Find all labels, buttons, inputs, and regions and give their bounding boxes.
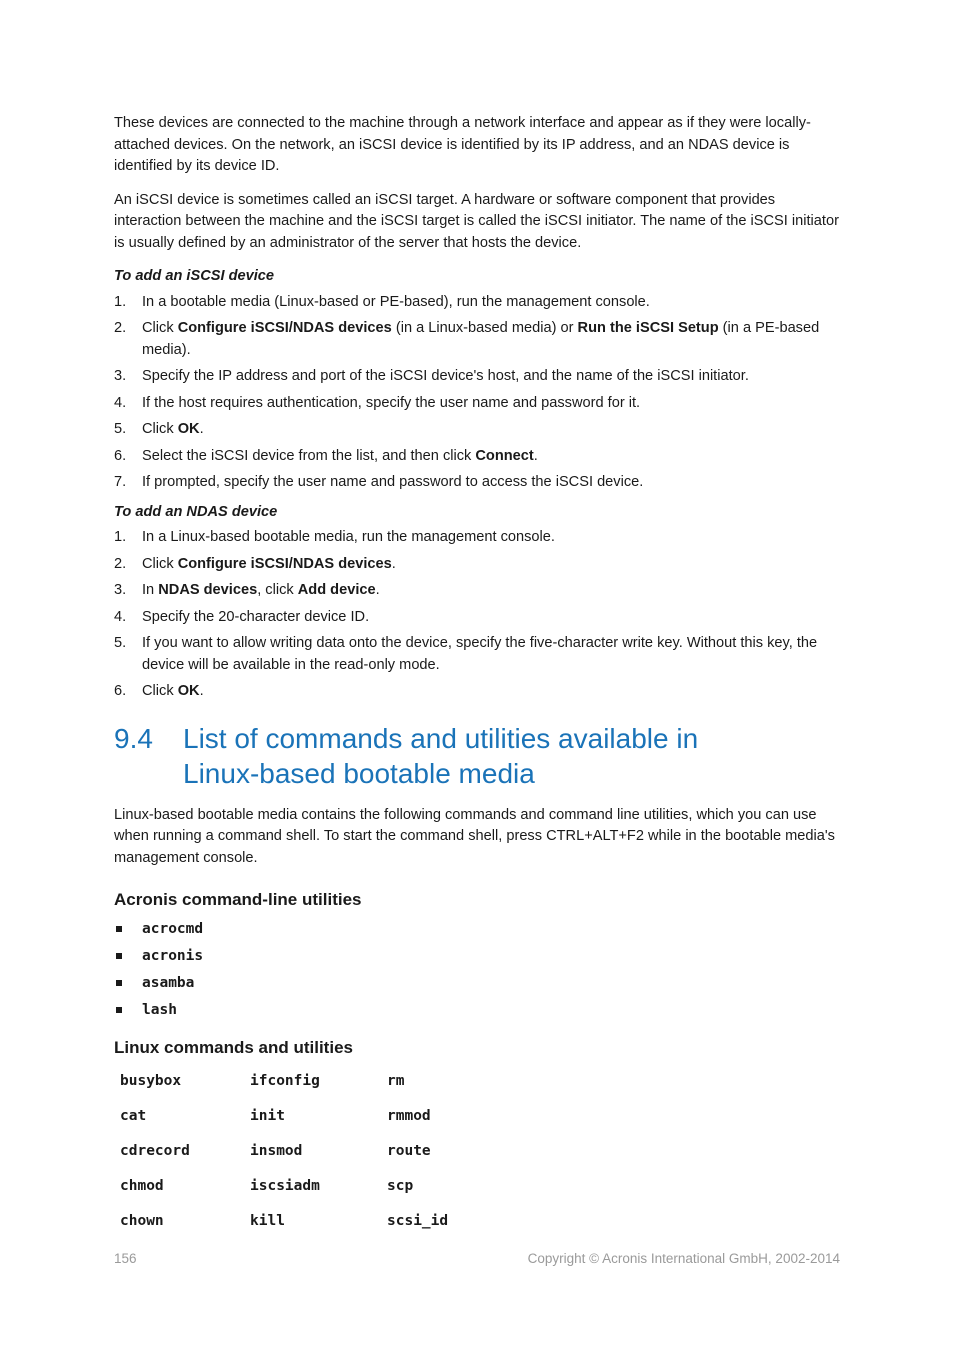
- ui-term: Run the iSCSI Setup: [577, 320, 719, 336]
- list-item: [114, 366, 840, 388]
- table-row: [116, 1134, 511, 1169]
- ui-term: OK: [177, 421, 200, 437]
- ui-term: Configure iSCSI/NDAS devices: [177, 555, 392, 572]
- step-text: Click: [142, 683, 178, 699]
- step-number: 1.: [114, 529, 127, 545]
- acronis-utilities-list: [114, 917, 840, 1025]
- list-item: [114, 393, 840, 415]
- copyright-notice: Copyright © Acronis International GmbH, 2002-2014: [527, 1251, 840, 1266]
- list-item: [114, 944, 840, 971]
- section-heading: [114, 721, 840, 791]
- step-text: In a bootable media (Linux-based or PE-based), run the management console.: [142, 293, 650, 310]
- step-number: 2.: [114, 555, 127, 572]
- ui-term: Add device: [297, 582, 376, 598]
- list-item: [114, 527, 840, 549]
- step-number: 5.: [114, 635, 127, 651]
- section-title-line-1: List of commands and utilities available in: [183, 722, 699, 754]
- list-item: [114, 472, 840, 494]
- list-item: [114, 292, 840, 314]
- step-text: Click: [142, 320, 178, 336]
- table-cell: rmmod: [387, 1107, 431, 1124]
- ndas-procedure-title: To add an NDAS device: [114, 503, 278, 520]
- step-text: Specify the 20-character device ID.: [142, 608, 370, 625]
- ui-term: Connect: [475, 447, 534, 464]
- step-number: 4.: [114, 394, 127, 411]
- step-text: Select the iSCSI device from the list, and then click: [142, 447, 476, 464]
- list-item: [114, 681, 840, 703]
- table-row: [116, 1169, 511, 1204]
- step-number: 5.: [114, 421, 127, 437]
- step-number: 3.: [114, 582, 127, 598]
- section-number: 9.4: [114, 722, 153, 754]
- section-title-line-2: Linux-based bootable media: [183, 757, 535, 789]
- step-number: 6.: [114, 683, 127, 699]
- list-item: [114, 971, 840, 998]
- command-name: lash: [142, 1001, 177, 1018]
- table-cell: cdrecord: [120, 1142, 190, 1159]
- square-bullet-icon: [116, 1007, 122, 1013]
- command-name: asamba: [142, 974, 195, 991]
- step-number: 6.: [114, 447, 127, 464]
- section-intro: Linux-based bootable media contains the following commands and command line utilities, which you can use when running a command shell. To start the command shell, press CTRL+ALT+F2 while in the bootable media's management console.: [114, 806, 835, 866]
- ui-term: Configure iSCSI/NDAS devices: [177, 320, 392, 336]
- list-item: [114, 580, 840, 602]
- step-text: Click: [142, 555, 178, 572]
- section-title: [183, 721, 698, 791]
- step-number: 3.: [114, 368, 127, 384]
- square-bullet-icon: [116, 926, 122, 932]
- table-cell: chown: [120, 1212, 164, 1229]
- iscsi-procedure-title: To add an iSCSI device: [114, 268, 275, 284]
- table-row: [116, 1064, 511, 1099]
- table-cell: scsi_id: [387, 1212, 449, 1229]
- intro-paragraph-2: An iSCSI device is sometimes called an iSCSI target. A hardware or software component that provides interaction between the machine and the iSCSI target is called the iSCSI initiator. The name of the iSCSI initiator is usually defined by an administrator of the server that hosts the device.: [114, 191, 839, 251]
- step-text: In a Linux-based bootable media, run the management console.: [142, 529, 555, 545]
- step-text: .: [391, 555, 396, 572]
- linux-commands-heading: Linux commands and utilities: [114, 1037, 353, 1057]
- square-bullet-icon: [116, 980, 122, 986]
- linux-commands-table: [116, 1064, 511, 1239]
- page-number: 156: [114, 1251, 137, 1266]
- command-name: acronis: [142, 947, 204, 964]
- iscsi-steps-list: [114, 292, 840, 494]
- table-row: [116, 1099, 511, 1134]
- step-text: (in a PE-based media).: [142, 320, 820, 358]
- step-text: If prompted, specify the user name and password to access the iSCSI device.: [142, 474, 644, 490]
- list-item: [114, 419, 840, 441]
- table-row: [116, 1204, 511, 1239]
- step-text: .: [375, 582, 380, 598]
- table-cell: init: [250, 1107, 285, 1124]
- step-text: Specify the IP address and port of the iSCSI device's host, and the name of the iSCSI initiator.: [142, 368, 749, 384]
- ndas-steps-list: [114, 527, 840, 703]
- list-item: [114, 554, 840, 576]
- list-item: [114, 446, 840, 468]
- page-body: [114, 113, 840, 1239]
- list-item: [114, 633, 840, 676]
- step-number: 7.: [114, 474, 127, 490]
- step-text: In: [142, 582, 159, 598]
- list-item: [114, 318, 840, 361]
- table-cell: insmod: [250, 1142, 303, 1159]
- table-cell: busybox: [120, 1072, 182, 1089]
- list-item: [114, 998, 840, 1025]
- table-cell: chmod: [120, 1177, 164, 1194]
- step-number: 4.: [114, 608, 127, 625]
- ui-term: NDAS devices: [158, 582, 258, 598]
- step-text: Click: [142, 421, 178, 437]
- step-text: , click: [257, 582, 298, 598]
- step-text: .: [533, 447, 538, 464]
- table-cell: route: [387, 1142, 431, 1159]
- table-cell: scp: [387, 1177, 414, 1194]
- step-text: If the host requires authentication, specify the user name and password for it.: [142, 394, 641, 411]
- table-cell: cat: [120, 1107, 147, 1124]
- table-cell: kill: [250, 1212, 285, 1229]
- acronis-utilities-heading: Acronis command-line utilities: [114, 890, 362, 909]
- step-text: .: [199, 683, 204, 699]
- list-item: [114, 607, 840, 629]
- ui-term: OK: [177, 683, 200, 699]
- step-number: 1.: [114, 293, 127, 310]
- step-number: 2.: [114, 320, 127, 336]
- list-item: [114, 917, 840, 944]
- table-cell: iscsiadm: [250, 1177, 320, 1194]
- intro-paragraph-1: These devices are connected to the machine through a network interface and appear as if they were locally-attached devices. On the network, an iSCSI device is identified by its IP address, and an NDAS device is identified by its device ID.: [114, 115, 811, 174]
- step-text: .: [199, 421, 204, 437]
- page-footer: [114, 1251, 840, 1271]
- table-cell: ifconfig: [250, 1072, 320, 1089]
- step-text: (in a Linux-based media) or: [391, 320, 578, 336]
- square-bullet-icon: [116, 953, 122, 959]
- step-text: If you want to allow writing data onto the device, specify the five-character write key. Without this key, the device will be available in the read-only mode.: [142, 635, 818, 673]
- command-name: acrocmd: [142, 920, 204, 937]
- table-cell: rm: [387, 1072, 405, 1089]
